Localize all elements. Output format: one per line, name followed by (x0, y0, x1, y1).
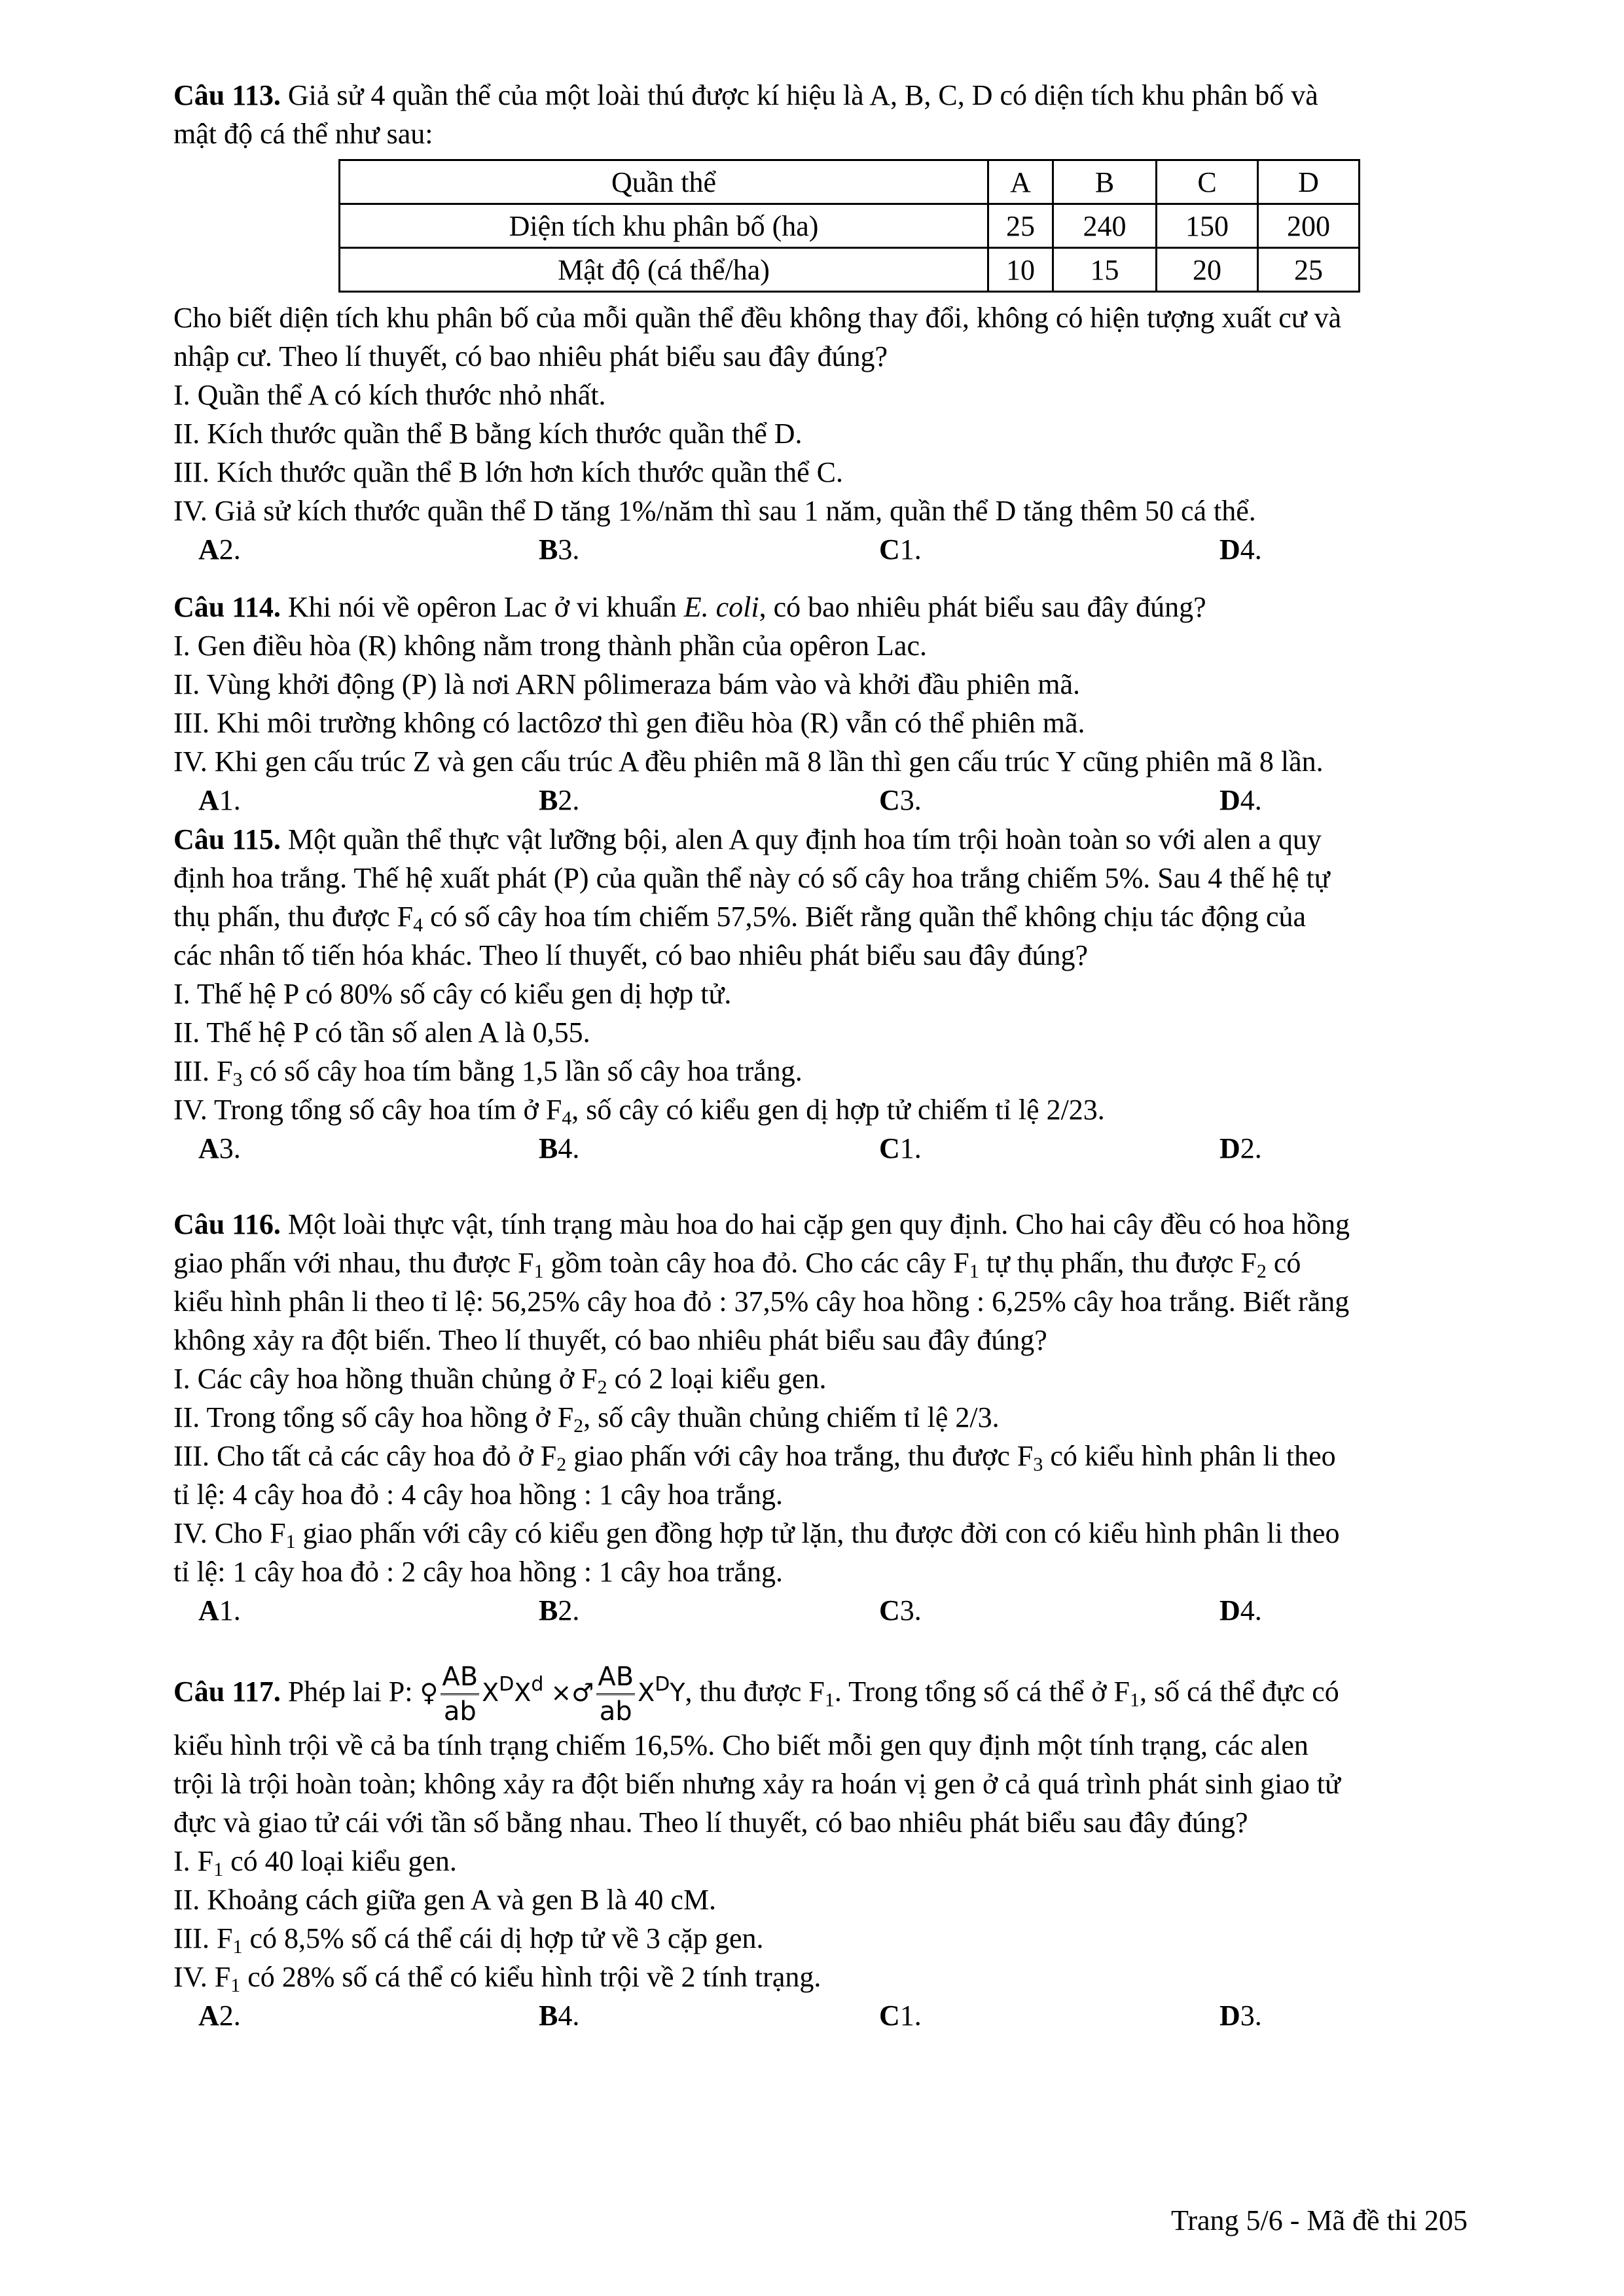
answer-options (173, 1592, 1545, 1631)
question-stem: Giả sử 4 quần thể của một loài thú được kí hiệu là A, B, C, D có diện tích khu phân bố và (280, 79, 1318, 111)
male-symbol: ♂ (571, 1678, 594, 1707)
answer-options (173, 1130, 1545, 1169)
question-label: Câu 115. (173, 823, 281, 855)
option-c[interactable]: C1. (879, 2000, 922, 2032)
statement: I. Gen điều hòa (R) không nằm trong thành phần của opêron Lac. (173, 630, 927, 662)
table-cell: Diện tích khu phân bố (ha) (340, 204, 988, 248)
female-symbol: ♀ (420, 1678, 439, 1707)
statement: III. Kích thước quần thể B lớn hơn kích thước quần thể C. (173, 456, 843, 488)
genotype-fraction: $\frac{AB}{ab}$ (598, 1662, 634, 1727)
statement: IV. Giả sử kích thước quần thể D tăng 1%/năm thì sau 1 năm, quần thể D tăng thêm 50 cá thể. (173, 495, 1256, 527)
statement: I. $F_1$ có 40 loại kiểu gen. (173, 1845, 457, 1880)
statement: II. Trong tổng số cây hoa hồng ở $F_2$, số cây thuần chủng chiếm tỉ lệ 2/3. (173, 1401, 1000, 1437)
question-text: Cho biết diện tích khu phân bố của mỗi quần thể đều không thay đổi, không có hiện tượng xuất cư và (173, 302, 1342, 334)
option-d[interactable]: D4. (1219, 533, 1262, 565)
option-b[interactable]: B3. (539, 533, 580, 565)
table-cell: 25 (1258, 248, 1360, 292)
table-cell: Mật độ (cá thể/ha) (340, 248, 988, 292)
table-cell: 20 (1157, 248, 1258, 292)
option-a[interactable]: A2. (198, 533, 241, 565)
option-b[interactable]: B2. (539, 784, 580, 816)
table-cell: 10 (988, 248, 1053, 292)
table-cell: D (1258, 160, 1360, 204)
option-b[interactable]: B2. (539, 1594, 580, 1626)
genotype-fraction: $\frac{AB}{ab}$ (442, 1662, 478, 1727)
option-a[interactable]: A1. (198, 1594, 241, 1626)
table-cell: C (1157, 160, 1258, 204)
question-label: Câu 114. (173, 591, 281, 623)
question-label: Câu 117. (173, 1676, 281, 1708)
option-a[interactable]: A1. (198, 784, 241, 816)
statement: IV. $F_1$ có 28% số cá thể có kiểu hình trội về 2 tính trạng. (173, 1961, 821, 1996)
question-114: Câu 114. Khi nói về opêron Lac ở vi khuẩn E. coli, có bao nhiêu phát biểu sau đây đúng? I. Gen điều hòa (R) không nằm trong thành phần của opêron Lac. II. Vùng khởi động (P) là nơi ARN pôlimeraza bám vào và khởi đầu phiên mã. III. Khi môi trường không có lactôzơ thì gen điều hòa (R) vẫn có thể phiên mã. IV. Khi gen cấu trúc Z và gen cấu trúc A đều phiên mã 8 lần thì gen cấu trúc Y cũng phiên mã 8 lần. A1. B2. C3. D4. (173, 589, 1545, 821)
statement: III. Cho tất cả các cây hoa đỏ ở $F_2$ giao phấn với cây hoa trắng, thu được $F_3$ có kiểu hình phân li theo (173, 1440, 1336, 1475)
statement: IV. Cho $F_1$ giao phấn với cây có kiểu gen đồng hợp tử lặn, thu được đời con có kiểu hình phân li theo (173, 1517, 1340, 1552)
statement: IV. Trong tổng số cây hoa tím ở $F_4$, số cây có kiểu gen dị hợp tử chiếm tỉ lệ 2/23. (173, 1094, 1105, 1129)
statement: III. Khi môi trường không có lactôzơ thì gen điều hòa (R) vẫn có thể phiên mã. (173, 707, 1085, 739)
statement: I. Các cây hoa hồng thuần chủng ở $F_2$ có 2 loại kiểu gen. (173, 1363, 827, 1398)
statement: IV. Khi gen cấu trúc Z và gen cấu trúc A đều phiên mã 8 lần thì gen cấu trúc Y cũng phiên mã 8 lần. (173, 745, 1324, 778)
option-c[interactable]: C1. (879, 533, 922, 565)
statement: III. $F_3$ có số cây hoa tím bằng 1,5 lần số cây hoa trắng. (173, 1055, 803, 1090)
question-116: Câu 116. Một loài thực vật, tính trạng màu hoa do hai cặp gen quy định. Cho hai cây đều có hoa hồng giao phấn với nhau, thu được $F_1$ gồm toàn cây hoa đỏ. Cho các cây $F_1$ tự thụ phấn, thu được $F_2$ có kiểu hình phân li theo tỉ lệ: 56,25% cây hoa đỏ : 37,5% cây hoa hồng : 6,25% cây hoa trắng. Biết rằng không xảy ra đột biến. Theo lí thuyết, có bao nhiêu phát biểu sau đây đúng? I. Các cây hoa hồng thuần chủng ở $F_2$ có 2 loại kiểu gen. II. Trong tổng số cây hoa hồng ở $F_2$, số cây thuần chủng chiếm tỉ lệ 2/3. III. Cho tất cả các cây hoa đỏ ở $F_2$ giao phấn với cây hoa trắng, thu được $F_3$ có kiểu hình phân li theo tỉ lệ: 4 cây hoa đỏ : 4 cây hoa hồng : 1 cây hoa trắng. IV. Cho $F_1$ giao phấn với cây có kiểu gen đồng hợp tử lặn, thu được đời con có kiểu hình phân li theo tỉ lệ: 1 cây hoa đỏ : 2 cây hoa hồng : 1 cây hoa trắng. A1. B2. C3. D4. (173, 1206, 1545, 1631)
statement: III. $F_1$ có 8,5% số cá thể cái dị hợp tử về 3 cặp gen. (173, 1922, 764, 1958)
option-c[interactable]: C3. (879, 1594, 922, 1626)
question-113-statements (173, 300, 1545, 570)
option-d[interactable]: D2. (1219, 1132, 1262, 1164)
page-footer: Trang 5/6 - Mã đề thi 205 (1171, 2204, 1468, 2236)
statement: I. Thế hệ P có 80% số cây có kiểu gen dị hợp tử. (173, 978, 732, 1010)
question-label: Câu 116. (173, 1208, 281, 1240)
table-cell: B (1053, 160, 1157, 204)
statement: II. Thế hệ P có tần số alen A là 0,55. (173, 1016, 590, 1049)
option-b[interactable]: B4. (539, 1132, 580, 1164)
table-cell: Quần thể (340, 160, 988, 204)
table-cell: 240 (1053, 204, 1157, 248)
table-cell: 25 (988, 204, 1053, 248)
question-text: nhập cư. Theo lí thuyết, có bao nhiêu phát biểu sau đây đúng? (173, 340, 888, 372)
question-stem: mật độ cá thể như sau: (173, 118, 433, 150)
table-cell: 15 (1053, 248, 1157, 292)
population-table (338, 159, 1360, 293)
answer-options (173, 782, 1545, 821)
statement: II. Kích thước quần thể B bằng kích thước quần thể D. (173, 418, 803, 450)
statement: II. Vùng khởi động (P) là nơi ARN pôlimeraza bám vào và khởi đầu phiên mã. (173, 668, 1081, 700)
option-c[interactable]: C3. (879, 784, 922, 816)
question-label: Câu 113. (173, 79, 281, 111)
table-cell: A (988, 160, 1053, 204)
option-a[interactable]: A2. (198, 2000, 241, 2032)
statement: II. Khoảng cách giữa gen A và gen B là 40 cM. (173, 1884, 717, 1916)
option-d[interactable]: D4. (1219, 784, 1262, 816)
table-row (340, 204, 1360, 248)
statement: I. Quần thể A có kích thước nhỏ nhất. (173, 379, 606, 411)
table-cell: 200 (1258, 204, 1360, 248)
option-b[interactable]: B4. (539, 2000, 580, 2032)
question-117: Câu 117. Phép lai P: ♀ $\frac{AB}{ab}$ $X^DX^d$ ×♂ $\frac{AB}{ab}$ $X^DY$, thu được $F_1$. Trong tổng số cá thể ở $F_1$, số cá thể đực có kiểu hình trội về cả ba tính trạng chiếm 16,5%. Cho biết mỗi gen quy định một tính trạng, các alen trội là trội hoàn toàn; không xảy ra đột biến nhưng xảy ra hoán vị gen ở cả quá trình phát sinh giao tử đực và giao tử cái với tần số bằng nhau. Theo lí thuyết, có bao nhiêu phát biểu sau đây đúng? I. $F_1$ có 40 loại kiểu gen. II. Khoảng cách giữa gen A và gen B là 40 cM. III. $F_1$ có 8,5% số cá thể cái dị hợp tử về 3 cặp gen. IV. $F_1$ có 28% số cá thể có kiểu hình trội về 2 tính trạng. A2. B4. C1. D3. (173, 1659, 1545, 2036)
table-row (340, 248, 1360, 292)
times-symbol: × (550, 1678, 572, 1707)
option-c[interactable]: C1. (879, 1132, 922, 1164)
question-113 (173, 77, 1545, 154)
option-d[interactable]: D3. (1219, 2000, 1262, 2032)
question-115: Câu 115. Một quần thể thực vật lưỡng bội, alen A quy định hoa tím trội hoàn toàn so với alen a quy định hoa trắng. Thế hệ xuất phát (P) của quần thể này có số cây hoa trắng chiếm 5%. Sau 4 thế hệ tự thụ phấn, thu được $F_4$ có số cây hoa tím chiếm 57,5%. Biết rằng quần thể không chịu tác động của các nhân tố tiến hóa khác. Theo lí thuyết, có bao nhiêu phát biểu sau đây đúng? I. Thế hệ P có 80% số cây có kiểu gen dị hợp tử. II. Thế hệ P có tần số alen A là 0,55. III. $F_3$ có số cây hoa tím bằng 1,5 lần số cây hoa trắng. IV. Trong tổng số cây hoa tím ở $F_4$, số cây có kiểu gen dị hợp tử chiếm tỉ lệ 2/23. A3. B4. C1. D2. (173, 821, 1545, 1169)
table-header-row (340, 160, 1360, 204)
answer-options (173, 1998, 1545, 2036)
option-d[interactable]: D4. (1219, 1594, 1262, 1626)
answer-options (173, 531, 1545, 570)
table-cell: 150 (1157, 204, 1258, 248)
option-a[interactable]: A3. (198, 1132, 241, 1164)
